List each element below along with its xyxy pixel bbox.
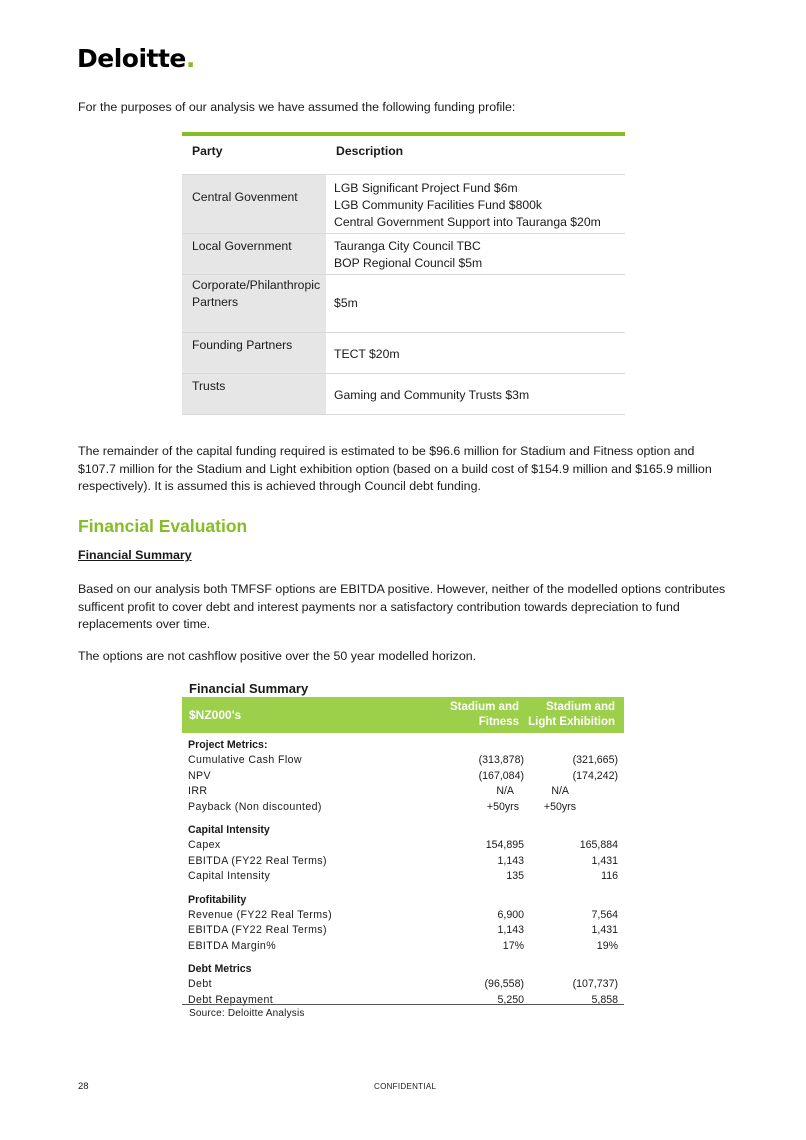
value-light: 165,884 (579, 839, 618, 851)
row-label: EBITDA (FY22 Real Terms) (188, 924, 327, 936)
logo-dot: . (185, 44, 195, 73)
value-light: 7,564 (591, 908, 618, 921)
source-note: Source: Deloitte Analysis (189, 1008, 305, 1019)
column-header-line: Stadium and (545, 701, 615, 713)
description-line: Central Government Support into Tauranga $20m (334, 215, 601, 229)
cashflow-paragraph: The options are not cashflow positive over the 50 year modelled horizon. (78, 649, 477, 663)
row-label: Debt (188, 978, 212, 990)
description-line: TECT $20m (334, 347, 400, 361)
header-party: Party (182, 134, 326, 175)
description-cell (326, 275, 625, 333)
section-profitability: Profitability (188, 893, 247, 906)
value-fitness: (313,878) (478, 754, 524, 766)
row-label: Revenue (FY22 Real Terms) (188, 908, 333, 921)
column-header-stadium-fitness (450, 700, 519, 730)
value-light: (107,737) (572, 978, 618, 990)
financial-evaluation-heading: Financial Evaluation (78, 516, 248, 536)
row-label: Payback (Non discounted) (188, 800, 322, 813)
remainder-paragraph: The remainder of the capital funding required is estimated to be $96.6 million for Stadium and Fitness option and $107.7 million for the Stadium and Light exhibition option (based on a build cost of $154.9 million and $165.9 million respectively). It is assumed this is achieved through Council debt funding. (78, 444, 712, 493)
row-label: Capital Intensity (188, 870, 271, 882)
value-light: 19% (596, 939, 618, 952)
description-line: BOP Regional Council $5m (334, 256, 483, 270)
description-cell (326, 374, 625, 415)
description-line: Gaming and Community Trusts $3m (334, 388, 530, 402)
value-fitness: +50yrs (486, 800, 519, 813)
section-debt-metrics: Debt Metrics (188, 963, 252, 975)
description-cell (326, 333, 625, 374)
description-line: LGB Significant Project Fund $6m (334, 181, 518, 195)
party-cell: Local Government (182, 234, 326, 275)
value-fitness: (167,084) (478, 769, 524, 782)
value-light: N/A (551, 785, 569, 797)
row-label: EBITDA (FY22 Real Terms) (188, 854, 327, 867)
table-bottom-rule (182, 1004, 624, 1005)
table-row (182, 838, 624, 854)
intro-paragraph: For the purposes of our analysis we have assumed the following funding profile: (78, 100, 516, 114)
table-row (182, 333, 625, 374)
financial-summary-subheading: Financial Summary (78, 548, 192, 562)
table-row (182, 374, 625, 415)
table-row (182, 939, 624, 955)
value-light: +50yrs (543, 800, 576, 813)
value-light: 5,858 (591, 993, 618, 1006)
page-number: 28 (78, 1081, 89, 1092)
table-row (182, 275, 625, 333)
logo-text: Deloitte (77, 44, 186, 73)
section-project-metrics: Project Metrics: (188, 739, 268, 751)
table-row (182, 908, 624, 924)
value-fitness: (96,558) (484, 978, 524, 990)
value-light: (174,242) (572, 769, 618, 782)
table-row (182, 784, 624, 800)
column-header-line: Stadium and (449, 701, 519, 713)
table-row (182, 175, 625, 234)
table-row (182, 923, 624, 939)
value-fitness: 135 (506, 870, 524, 882)
section-capital-intensity: Capital Intensity (188, 824, 270, 836)
value-fitness: 154,895 (485, 839, 524, 851)
row-label: IRR (188, 785, 208, 797)
summary-table-title: Financial Summary (189, 681, 309, 696)
column-header-stadium-light (528, 700, 615, 730)
table-row (182, 753, 624, 769)
value-fitness: N/A (496, 785, 514, 797)
description-cell (326, 175, 625, 234)
party-cell: Corporate/Philanthropic Partners (182, 275, 326, 333)
analysis-paragraph: Based on our analysis both TMFSF options are EBITDA positive. However, neither of the modelled options contributes sufficent profit to cover debt and interest payments nor a satisfactory contribution towards depreciation to fund replacements over time. (78, 582, 726, 631)
value-fitness: 6,900 (497, 908, 524, 921)
table-row (182, 993, 624, 1009)
table-row (182, 769, 624, 785)
row-label: Cumulative Cash Flow (188, 754, 302, 766)
header-description: Description (326, 134, 625, 175)
table-row (182, 234, 625, 275)
funding-profile-table (182, 132, 625, 415)
row-label: Debt Repayment (188, 993, 274, 1006)
table-row (182, 977, 624, 993)
description-cell (326, 234, 625, 275)
value-fitness: 5,250 (497, 993, 524, 1006)
value-fitness: 1,143 (497, 924, 524, 936)
party-cell: Founding Partners (182, 333, 326, 374)
party-cell: Central Govenment (182, 175, 326, 234)
unit-label: $NZ000's (189, 708, 242, 722)
value-light: 1,431 (591, 854, 618, 867)
summary-table-body (182, 738, 624, 1008)
deloitte-logo (77, 44, 195, 73)
description-line: Tauranga City Council TBC (334, 239, 481, 253)
table-row (182, 869, 624, 885)
party-cell: Trusts (182, 374, 326, 415)
confidential-label: CONFIDENTIAL (374, 1082, 437, 1091)
row-label: EBITDA Margin% (188, 939, 277, 952)
value-light: 116 (601, 870, 618, 882)
value-light: 1,431 (591, 924, 618, 936)
column-header-line: Fitness (478, 716, 519, 728)
column-header-line: Light Exhibition (528, 716, 615, 728)
description-line: LGB Community Facilities Fund $800k (334, 198, 542, 212)
summary-table-header (182, 697, 624, 733)
value-fitness: 17% (502, 939, 524, 952)
table-row (182, 800, 624, 816)
row-label: Capex (188, 839, 221, 851)
value-fitness: 1,143 (497, 854, 524, 867)
row-label: NPV (188, 769, 211, 782)
table-row (182, 854, 624, 870)
value-light: (321,665) (572, 754, 618, 766)
description-line: $5m (334, 296, 358, 310)
